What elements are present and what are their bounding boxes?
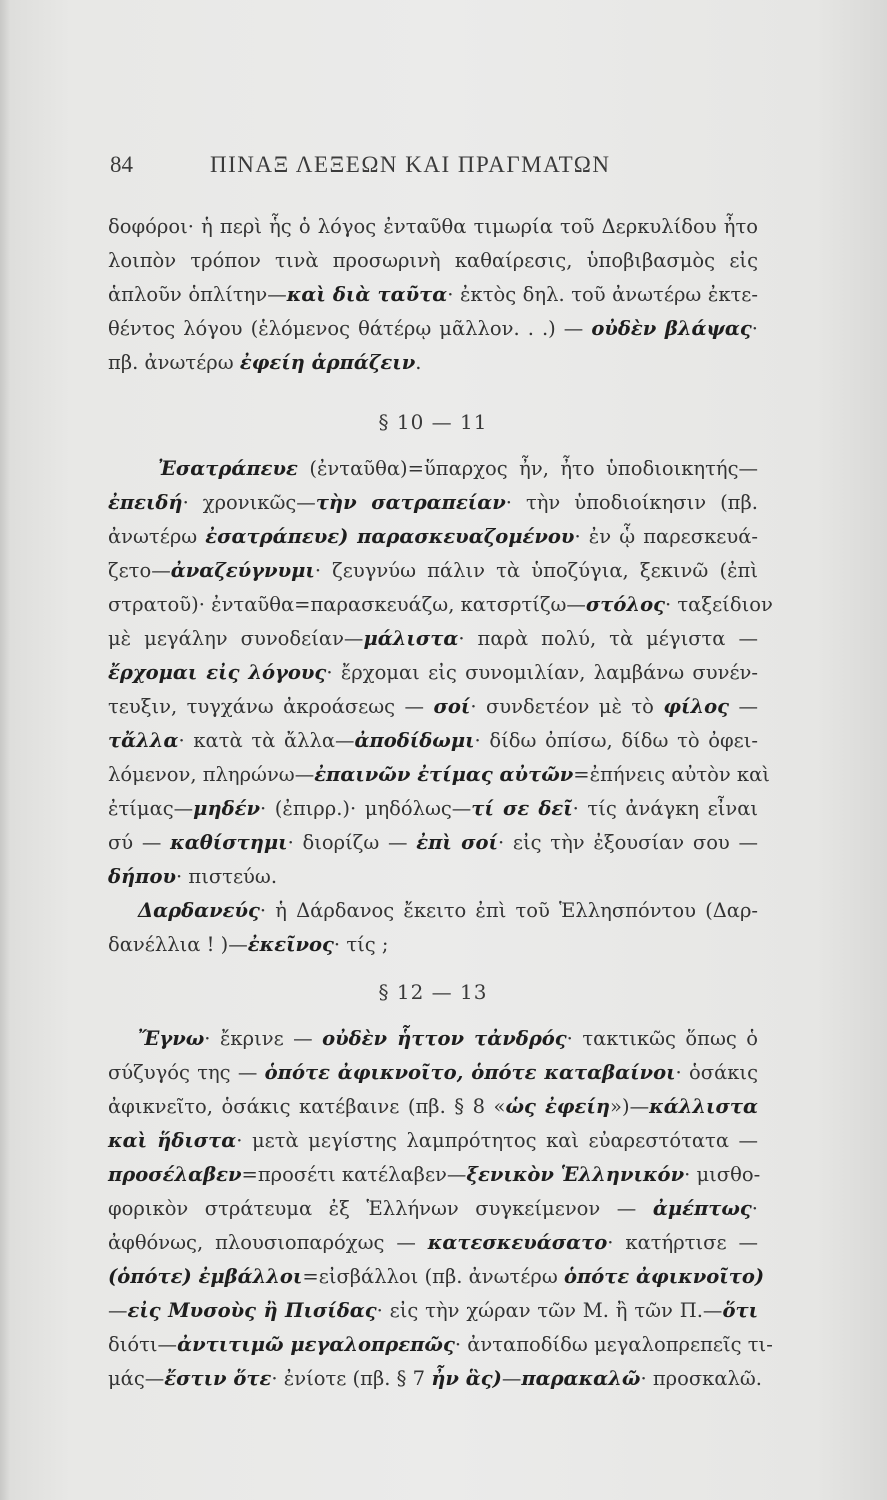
section-heading: § 10 — 11	[378, 410, 488, 434]
text-line: θέντος λόγου (ἑλόμενος θάτέρῳ μᾶλλον. . .) — οὐδὲν βλάψας·	[108, 317, 758, 340]
running-head: ΠΙΝΑΞ ΛΕΞΕΩΝ ΚΑΙ ΠΡΑΓΜΑΤΩΝ	[210, 152, 611, 177]
text-line: λοιπὸν τρόπον τινὰ προσωρινὴ καθαίρεσις, ὑποβιβασμὸς εἰς	[108, 249, 758, 272]
text-line: πβ. ἀνωτέρω ἐφείη ἁρπάζειν.	[108, 351, 422, 374]
index-body	[108, 210, 773, 1396]
section-heading: § 12 — 13	[378, 980, 488, 1004]
text-line: μάς—ἔστιν ὅτε· ἐνίοτε (πβ. § 7 ἦν ἃς)—παρακαλῶ· προσκαλῶ.	[108, 1367, 762, 1390]
text-line: ἀνωτέρω ἐσατράπευε) παρασκευαζομένου· ἐν ᾧ παρεσκευά-	[108, 525, 758, 548]
text-line: ἁπλοῦν ὁπλίτην—καὶ διὰ ταῦτα· ἐκτὸς δηλ. τοῦ ἀνωτέρω ἐκτε-	[108, 283, 758, 306]
text-line: ἀφικνεῖτο, ὁσάκις κατέβαινε (πβ. § 8 «ὡς ἐφείη»)—κάλλιστα	[108, 1095, 758, 1118]
text-line: Ἔγνω· ἔκρινε — οὐδὲν ἧττον τἀνδρός· τακτικῶς ὅπως ὁ	[138, 1027, 758, 1050]
text-line: ἐτίμας—μηδέν· (ἐπιρρ.)· μηδόλως—τί σε δεῖ· τίς ἀνάγκη εἶναι	[108, 797, 759, 820]
text-line: προσέλαβεν=προσέτι κατέλαβεν—ξενικὸν Ἑλληνικόν· μισθο-	[108, 1163, 761, 1186]
text-line: δήπου· πιστεύω.	[108, 865, 278, 888]
page-number: 84	[110, 152, 133, 177]
text-line: Δαρδανεύς· ἡ Δάρδανος ἔκειτο ἐπὶ τοῦ Ἑλλησπόντου (Δαρ-	[138, 899, 758, 922]
page-header	[110, 152, 790, 192]
text-line: (ὁπότε) ἐμβάλλοι=εἰσβάλλοι (πβ. ἀνωτέρω ὁπότε ἀφικνοῖτο)	[108, 1265, 765, 1288]
text-line: καὶ ἥδιστα· μετὰ μεγίστης λαμπρότητος καὶ εὐαρεστότατα —	[108, 1129, 758, 1152]
text-line: ἔρχομαι εἰς λόγους· ἔρχομαι εἰς συνομιλίαν, λαμβάνω συνέν-	[108, 661, 758, 684]
text-line: τευξιν, τυγχάνω ἀκροάσεως — σοί· συνδετέον μὲ τὸ φίλος —	[108, 695, 758, 718]
text-line: ἐπειδή· χρονικῶς—τὴν σατραπείαν· τὴν ὑποδιοίκησιν (πβ.	[108, 491, 758, 514]
text-line: ζετο—ἀναζεύγνυμι· ζευγνύω πάλιν τὰ ὑποζύγια, ξεκινῶ (ἐπὶ	[108, 559, 758, 582]
text-line: μὲ μεγάλην συνοδείαν—μάλιστα· παρὰ πολύ, τὰ μέγιστα —	[108, 627, 758, 650]
text-line: ἀφθόνως, πλουσιοπαρόχως — κατεσκευάσατο· κατήρτισε —	[108, 1231, 758, 1254]
page-edge-shadow	[0, 0, 10, 1500]
text-line: δοφόροι· ἡ περὶ ἧς ὁ λόγος ἐνταῦθα τιμωρία τοῦ Δερκυλίδου ἦτο	[108, 215, 758, 238]
text-line: φορικὸν στράτευμα ἐξ Ἑλλήνων συγκείμενον — ἀμέπτως·	[108, 1197, 758, 1220]
text-line: λόμενον, πληρώνω—ἐπαινῶν ἐτίμας αὐτῶν=ἐπήνεις αὐτὸν καὶ	[108, 763, 770, 786]
text-line: —εἰς Μυσοὺς ἢ Πισίδας· εἰς τὴν χώραν τῶν Μ. ἢ τῶν Π.—ὅτι	[108, 1299, 759, 1322]
text-line: Ἐσατράπευε (ἐνταῦθα)=ὕπαρχος ἦν, ἦτο ὑποδιοικητής—	[158, 457, 758, 480]
text-line: διότι—ἀντιτιμῶ μεγαλοπρεπῶς· ἀνταποδίδω μεγαλοπρεπεῖς τι-	[108, 1333, 773, 1356]
text-line: σύ — καθίστημι· διορίζω — ἐπὶ σοί· εἰς τὴν ἐξουσίαν σου —	[108, 831, 759, 854]
text-line: τἄλλα· κατὰ τὰ ἄλλα—ἀποδίδωμι· δίδω ὀπίσω, δίδω τὸ ὀφει-	[108, 729, 758, 752]
text-line: στρατοῦ)· ἐνταῦθα=παρασκευάζω, κατσρτίζω—στόλος· ταξείδιον	[108, 593, 773, 616]
text-line: σύζυγός της — ὁπότε ἀφικνοῖτο, ὁπότε καταβαίνοι· ὁσάκις	[108, 1061, 758, 1084]
text-line: δανέλλια ! )—ἐκεῖνος· τίς ;	[108, 933, 389, 956]
